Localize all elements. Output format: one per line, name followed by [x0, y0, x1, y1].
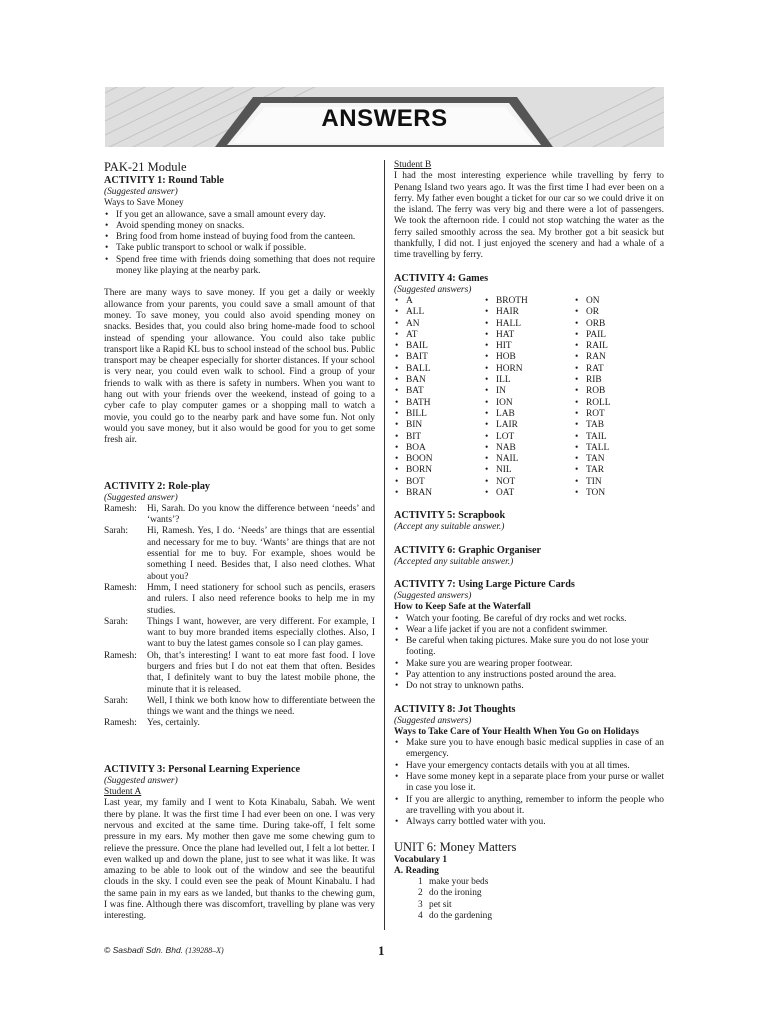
dialogue-text: Oh, that’s interesting! I want to eat more fast food. I love burgers and fries but I do not eat them that often. Besides that, I definitely want to buy the latest mobile phone, the minute that it is released.	[147, 650, 375, 695]
list-item: • Have some money kept in a separate place from your purse or wallet in case you lose it.	[406, 772, 664, 795]
word-item: • BAN	[406, 375, 484, 386]
list-item: • Spend free time with friends doing something that does not require money like playing at the nearby park.	[116, 255, 375, 278]
word-item: • ILL	[496, 375, 574, 386]
activity-1-subtitle: Ways to Save Money	[104, 198, 184, 209]
list-item: • Avoid spending money on snacks.	[116, 221, 375, 232]
activity-1-paragraph: There are many ways to save money. If you get a daily or weekly allowance from your parents, you could save a small amount of that money. To save money, you could also avoid spending money on snacks. Besides that, you could also bring home-made food to school instead of spending your allowance. You could also take public transport like a Rapid KL bus to school instead of the school bus. Public transport may be cheaper especially for shorter distances. If your school is very near, you could even walk to school. Find a group of your friends to walk with as there is safety in numbers. When you want to hang out with your friends over the weekend, instead of going to a cyber cafe to play computer games or a shopping mall to watch a movie, you could go to the nearby park and have some fun. Not only would you save money, but it also would be good for you to get some fresh air.	[104, 288, 375, 446]
dialogue-text: Hmm, I need stationery for school such as pencils, erasers and rulers. I also need reference books to help me in my studies.	[147, 582, 375, 616]
word-column-2	[484, 296, 574, 499]
speaker: Ramesh:	[104, 582, 137, 593]
word-item: • TAB	[586, 420, 664, 431]
activity-7-bullets	[394, 614, 664, 693]
word-item: • BROTH	[496, 296, 574, 307]
item-text: make your beds	[429, 877, 489, 888]
unit-title: UNIT 6: Money Matters	[394, 839, 517, 854]
item-number: 2	[418, 888, 423, 899]
student-b-label: Student B	[394, 160, 432, 170]
word-item: • BAT	[406, 386, 484, 397]
item-text: do the gardening	[429, 911, 493, 922]
activity-1-note: (Suggested answer)	[104, 187, 178, 197]
module-title: PAK-21 Module	[104, 160, 187, 174]
word-item: • ROB	[586, 386, 664, 397]
word-item: • NAIL	[496, 454, 574, 465]
word-item: • TON	[586, 488, 664, 499]
item-text: do the ironing	[429, 888, 482, 899]
word-item: • BAIL	[406, 341, 484, 352]
word-item: • BORN	[406, 465, 484, 476]
page-number: 1	[378, 943, 385, 958]
word-column-1	[394, 296, 484, 499]
word-item: • RAT	[586, 364, 664, 375]
word-item: • OR	[586, 307, 664, 318]
dialogue-text: Yes, certainly.	[147, 718, 200, 729]
activity-7-subtitle: How to Keep Safe at the Waterfall	[394, 602, 531, 613]
word-item: • BATH	[406, 398, 484, 409]
word-item: • TALL	[586, 443, 664, 454]
word-item: • LAB	[496, 409, 574, 420]
word-item: • BRAN	[406, 488, 484, 499]
activity-5-note: (Accept any suitable answer.)	[394, 522, 505, 533]
dialogue-text: Well, I think we both know how to differentiate between the things we want and the things we need.	[147, 695, 375, 718]
word-item: • A	[406, 296, 484, 307]
activity-4-note: (Suggested answers)	[394, 284, 472, 295]
list-item: • Take public transport to school or walk if possible.	[116, 243, 375, 254]
word-item: • TAR	[586, 465, 664, 476]
word-item: • TIN	[586, 477, 664, 488]
banner-title: ANSWERS	[321, 105, 448, 132]
dialogue-line	[104, 583, 375, 617]
dialogue-line	[104, 526, 375, 582]
word-item: • BOA	[406, 443, 484, 454]
word-item: • NOT	[496, 477, 574, 488]
reading-section: A. Reading	[394, 865, 439, 876]
list-item: • Make sure you to have enough basic medical supplies in case of an emergency.	[406, 738, 664, 761]
word-item: • NIL	[496, 465, 574, 476]
list-item: • If you are allergic to anything, remember to inform the people who are travelling with you about it.	[406, 795, 664, 818]
student-b-paragraph: I had the most interesting experience while travelling by ferry to Penang Island two years ago. It was the first time I had ever been on a ferry. My father even bought a ticket for our car so we could drive it on the island. The ferry was very big and there were a lot of passengers. We took the afternoon ride. I could not stop watching the water as the ferry sailed smoothly across the sea. My brother got a bit seasick but thankfully, I did not. I just enjoyed the scenery and had a whale of a time travelling by ferry.	[394, 171, 664, 261]
list-item: • Be careful when taking pictures. Make sure you do not lose your footing.	[406, 636, 664, 659]
speaker: Sarah:	[104, 526, 128, 537]
list-item: • Make sure you are wearing proper footwear.	[406, 659, 664, 670]
item-number: 1	[418, 877, 423, 888]
word-item: • OAT	[496, 488, 574, 499]
word-item: • BALL	[406, 364, 484, 375]
copyright-footer	[104, 945, 224, 955]
activity-1-title: ACTIVITY 1: Round Table	[104, 175, 224, 186]
word-item: • NAB	[496, 443, 574, 454]
word-item: • BOT	[406, 477, 484, 488]
speaker: Ramesh:	[104, 650, 137, 661]
activity-7-note: (Suggested answers)	[394, 590, 472, 601]
item-number: 4	[418, 911, 423, 922]
list-item: • Bring food from home instead of buying food from the canteen.	[116, 232, 375, 243]
word-item: • ROT	[586, 409, 664, 420]
vocabulary-heading: Vocabulary 1	[394, 854, 448, 865]
activity-2-note: (Suggested answer)	[104, 492, 178, 503]
word-item: • AT	[406, 330, 484, 341]
item-text: pet sit	[429, 899, 452, 910]
item-number: 3	[418, 899, 423, 910]
speaker: Ramesh:	[104, 718, 137, 729]
word-item: • PAIL	[586, 330, 664, 341]
activity-2-title: ACTIVITY 2: Role-play	[104, 480, 211, 492]
dialogue-line	[104, 504, 375, 527]
roleplay-dialogue	[104, 504, 375, 730]
word-item: • RAIL	[586, 341, 664, 352]
list-item	[418, 888, 664, 899]
word-item: • ION	[496, 398, 574, 409]
activity-5-title: ACTIVITY 5: Scrapbook	[394, 510, 506, 522]
word-item: • ON	[586, 296, 664, 307]
list-item: • Wear a life jacket if you are not a confident swimmer.	[406, 625, 664, 636]
dialogue-text: Hi, Ramesh. Yes, I do. ‘Needs’ are things that are essential and necessary for me to buy. ‘Wants’ are things that are not essential for me to buy. For example, shoes would be something I need. Besides that, I also need clothes. What about you?	[147, 526, 375, 582]
word-item: • BAIT	[406, 352, 484, 363]
list-item: • Do not stray to unknown paths.	[406, 681, 664, 692]
right-column	[394, 160, 664, 922]
reading-answers	[394, 877, 664, 922]
word-item: • TAIL	[586, 432, 664, 443]
word-item: • RAN	[586, 352, 664, 363]
column-divider	[384, 160, 385, 930]
dialogue-line	[104, 617, 375, 651]
activity-8-title: ACTIVITY 8: Jot Thoughts	[394, 703, 516, 715]
left-column	[104, 160, 375, 923]
activity-3-title: ACTIVITY 3: Personal Learning Experience	[104, 763, 301, 775]
word-item: • BILL	[406, 409, 484, 420]
word-item: • AN	[406, 319, 484, 330]
word-item: • HOB	[496, 352, 574, 363]
activity-8-note: (Suggested answers)	[394, 715, 472, 726]
activity-1-bullets	[104, 210, 375, 278]
list-item: • Always carry bottled water with you.	[406, 817, 664, 828]
activity-6-title: ACTIVITY 6: Graphic Organiser	[394, 544, 542, 556]
speaker: Sarah:	[104, 616, 128, 627]
student-a-label: Student A	[104, 787, 142, 798]
word-item: • BOON	[406, 454, 484, 465]
dialogue-line	[104, 718, 375, 729]
dialogue-line	[104, 696, 375, 719]
speaker: Sarah:	[104, 695, 128, 706]
answers-banner	[105, 87, 664, 147]
copyright-text: © Sasbadi Sdn. Bhd.	[104, 945, 184, 955]
word-item: • LOT	[496, 432, 574, 443]
word-item: • ROLL	[586, 398, 664, 409]
activity-8-bullets	[394, 738, 664, 828]
word-column-3	[574, 296, 664, 499]
list-item	[418, 911, 664, 922]
activity-3-note: (Suggested answer)	[104, 775, 178, 786]
list-item	[418, 877, 664, 888]
word-item: • LAIR	[496, 420, 574, 431]
word-item: • TAN	[586, 454, 664, 465]
activity-8-subtitle: Ways to Take Care of Your Health When You Go on Holidays	[394, 726, 639, 737]
activity-7-title: ACTIVITY 7: Using Large Picture Cards	[394, 578, 575, 590]
word-item: • BIN	[406, 420, 484, 431]
games-word-list	[394, 296, 664, 499]
list-item	[418, 900, 664, 911]
list-item: • If you get an allowance, save a small amount every day.	[116, 210, 375, 221]
word-item: • HAT	[496, 330, 574, 341]
word-item: • HORN	[496, 364, 574, 375]
activity-4-title: ACTIVITY 4: Games	[394, 272, 489, 284]
dialogue-line	[104, 651, 375, 696]
word-item: • HIT	[496, 341, 574, 352]
word-item: • RIB	[586, 375, 664, 386]
list-item: • Watch your footing. Be careful of dry rocks and wet rocks.	[406, 614, 664, 625]
activity-3-paragraph: Last year, my family and I went to Kota Kinabalu, Sabah. We went there by plane. It was the first time I had ever been on one. I was very nervous and excited at the same time. During take-off, I felt some pressure in my ears. My mother then gave me some chewing gum to relieve the pressure. Once the plane had levelled out, I felt a lot better. I even walked up and down the plane, just to see what it was like. It was amazing to be able to look out of the window and see the beautiful clouds in the sky. I could even see the peak of Mount Kinabalu. I had the same pain in my ears as we landed, but thanks to the chewing gum, I was fine. Although there was discomfort, travelling by plane was very interesting.	[104, 798, 375, 922]
company-registration: (139288–X)	[185, 946, 224, 955]
dialogue-text: Hi, Sarah. Do you know the difference between ‘needs’ and ‘wants’?	[147, 503, 375, 526]
list-item: • Have your emergency contacts details with you at all times.	[406, 761, 664, 772]
activity-6-note: (Accepted any suitable answer.)	[394, 556, 514, 567]
dialogue-text: Things I want, however, are very different. For example, I want to buy more branded items especially clothes. Also, I want to buy the latest games console so I can play games.	[147, 616, 375, 650]
list-item: • Pay attention to any instructions posted around the area.	[406, 670, 664, 681]
word-item: • HALL	[496, 319, 574, 330]
word-item: • ORB	[586, 319, 664, 330]
word-item: • IN	[496, 386, 574, 397]
word-item: • ALL	[406, 307, 484, 318]
speaker: Ramesh:	[104, 503, 137, 514]
word-item: • HAIR	[496, 307, 574, 318]
word-item: • BIT	[406, 432, 484, 443]
